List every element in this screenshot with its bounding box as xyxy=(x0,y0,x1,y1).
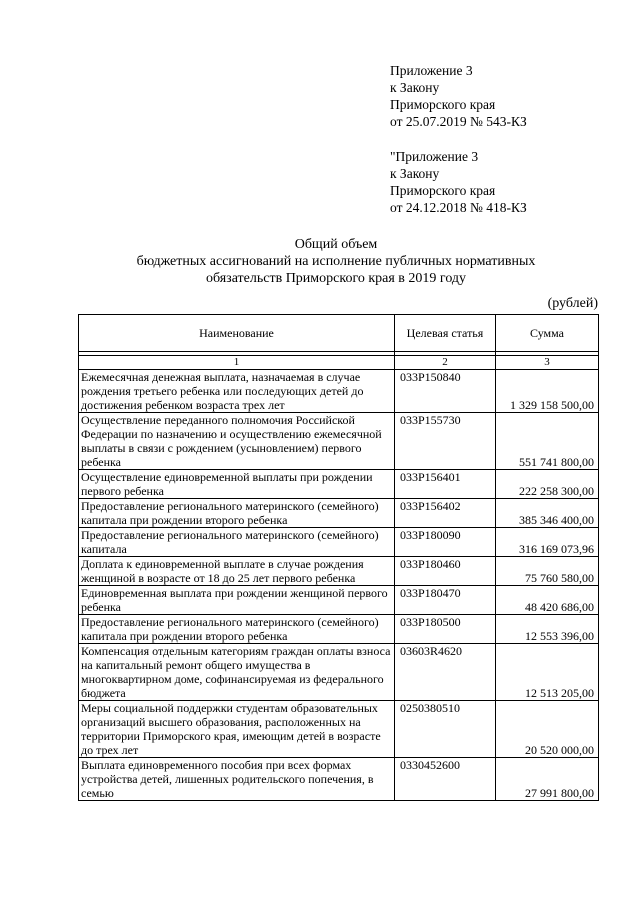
row-name: Выплата единовременного пособия при всех формах устройства детей, лишенных родительского попечения, в семью xyxy=(79,758,395,801)
row-name: Предоставление регионального материнского (семейного) капитала xyxy=(79,528,395,557)
header-line: к Закону xyxy=(390,166,440,181)
document-title xyxy=(96,236,576,287)
budget-table xyxy=(78,314,599,801)
row-code: 033P150840 xyxy=(395,370,496,413)
col-number: 2 xyxy=(395,356,496,370)
row-sum: 385 346 400,00 xyxy=(496,499,599,528)
row-code: 0330452600 xyxy=(395,758,496,801)
row-sum: 12 553 396,00 xyxy=(496,615,599,644)
row-code: 0250380510 xyxy=(395,701,496,758)
title-line: бюджетных ассигнований на исполнение публичных нормативных xyxy=(136,254,536,269)
row-name: Меры социальной поддержки студентам образовательных организаций высшего образования, расположенных на территории Приморского края, имеющим детей в возрасте до трех лет xyxy=(79,701,395,758)
col-header-sum: Сумма xyxy=(496,315,599,352)
table-row xyxy=(79,413,599,470)
col-header-code: Целевая статья xyxy=(395,315,496,352)
table-row xyxy=(79,758,599,801)
col-number: 1 xyxy=(79,356,395,370)
header-line: "Приложение 3 xyxy=(390,149,479,164)
title-line: Общий объем xyxy=(294,237,378,252)
header-line: Приложение 3 xyxy=(390,63,473,78)
row-code: 033P155730 xyxy=(395,413,496,470)
row-name: Доплата к единовременной выплате в случае рождения женщиной в возрасте от 18 до 25 лет первого ребенка xyxy=(79,557,395,586)
row-code: 033P180500 xyxy=(395,615,496,644)
table-row xyxy=(79,644,599,701)
col-number: 3 xyxy=(496,356,599,370)
row-code: 033P156401 xyxy=(395,470,496,499)
header-line: от 24.12.2018 № 418-КЗ xyxy=(390,200,527,215)
row-sum: 20 520 000,00 xyxy=(496,701,599,758)
table-row xyxy=(79,528,599,557)
row-code: 033P156402 xyxy=(395,499,496,528)
table-row xyxy=(79,470,599,499)
table-header-row xyxy=(79,315,599,352)
row-name: Ежемесячная денежная выплата, назначаемая в случае рождения третьего ребенка или последующих детей до достижения ребенком возраста трех лет xyxy=(79,370,395,413)
appendix-header xyxy=(390,62,527,130)
row-code: 03603R4620 xyxy=(395,644,496,701)
header-line: к Закону xyxy=(390,80,440,95)
table-row xyxy=(79,586,599,615)
unit-label: (рублей) xyxy=(547,296,598,311)
row-sum: 222 258 300,00 xyxy=(496,470,599,499)
table-row xyxy=(79,615,599,644)
title-line: обязательств Приморского края в 2019 году xyxy=(205,271,467,286)
header-line: Приморского края xyxy=(390,97,496,112)
table-row xyxy=(79,557,599,586)
row-sum: 12 513 205,00 xyxy=(496,644,599,701)
row-code: 033P180470 xyxy=(395,586,496,615)
row-sum: 551 741 800,00 xyxy=(496,413,599,470)
row-sum: 75 760 580,00 xyxy=(496,557,599,586)
row-name: Предоставление регионального материнского (семейного) капитала при рождении второго ребенка xyxy=(79,615,395,644)
table-row xyxy=(79,370,599,413)
row-code: 033P180090 xyxy=(395,528,496,557)
row-sum: 27 991 800,00 xyxy=(496,758,599,801)
row-sum: 316 169 073,96 xyxy=(496,528,599,557)
table-body xyxy=(79,370,599,801)
original-appendix-header xyxy=(390,148,527,216)
row-name: Осуществление единовременной выплаты при рождении первого ребенка xyxy=(79,470,395,499)
row-name: Компенсация отдельным категориям граждан оплаты взноса на капитальный ремонт общего имущества в многоквартирном доме, софинансируемая из федерального бюджета xyxy=(79,644,395,701)
row-code: 033P180460 xyxy=(395,557,496,586)
table-row xyxy=(79,701,599,758)
row-sum: 48 420 686,00 xyxy=(496,586,599,615)
row-name: Единовременная выплата при рождении женщиной первого ребенка xyxy=(79,586,395,615)
row-sum: 1 329 158 500,00 xyxy=(496,370,599,413)
row-name: Осуществление переданного полномочия Российской Федерации по назначению и осуществлению ежемесячной выплаты в связи с рождением (усыновлением) первого ребенка xyxy=(79,413,395,470)
col-header-name: Наименование xyxy=(79,315,395,352)
row-name: Предоставление регионального материнского (семейного) капитала при рождении второго ребенка xyxy=(79,499,395,528)
header-line: Приморского края xyxy=(390,183,496,198)
column-number-row xyxy=(79,356,599,370)
table-row xyxy=(79,499,599,528)
header-line: от 25.07.2019 № 543-КЗ xyxy=(390,114,527,129)
